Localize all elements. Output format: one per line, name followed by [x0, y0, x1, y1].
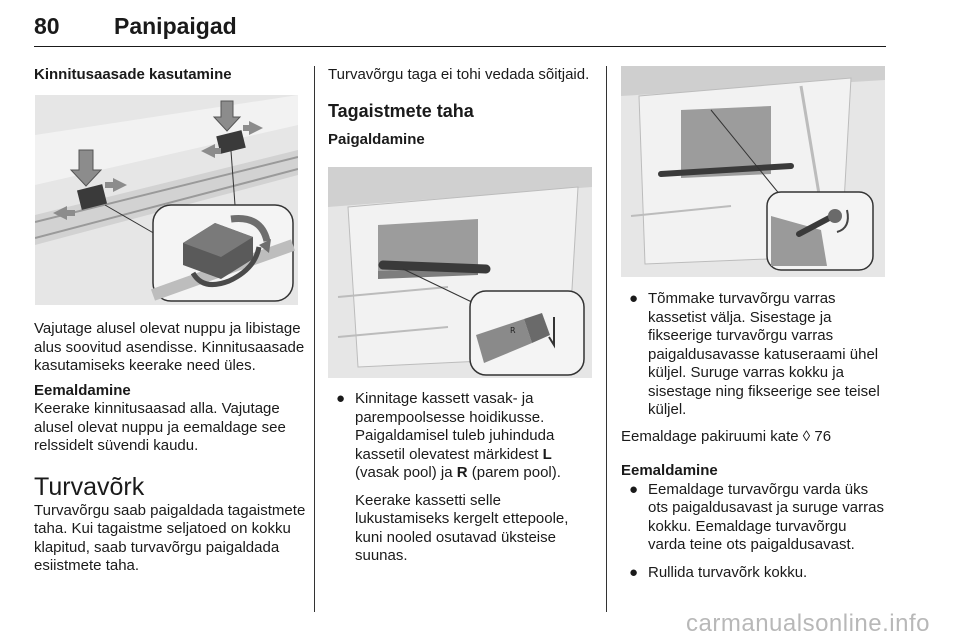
bullet-install-cassette — [328, 390, 592, 566]
turn-cassette-text: Keerake kassetti selle lukustamiseks kergelt ettepoole, kuni nooled osutavad üksteise suunas. — [355, 491, 569, 564]
section-heading-safety-net: Turvavõrk — [34, 472, 145, 501]
bullet-insert-rod — [621, 290, 887, 420]
passenger-warning: Turvavõrgu taga ei tohi vedada sõitjaid. — [328, 66, 590, 83]
install-text-part: (parem pool). — [467, 464, 561, 481]
instruction-paragraph: Vajutage alusel olevat nuppu ja libistage alus soovitud asendisse. Kinnitusaasade kasutamiseks keerake need üles. — [34, 320, 305, 374]
section-heading-behind-rear-seats: Tagaistmete taha — [328, 100, 474, 121]
figure-net-rod-installation — [621, 66, 885, 277]
page-ref-link[interactable]: 76 — [814, 427, 832, 445]
mark-right: R — [456, 464, 468, 481]
section-heading-tie-downs: Kinnitusaasade kasutamine — [34, 66, 232, 83]
subheading-removal-net: Eemaldamine — [621, 462, 718, 479]
cross-reference-text: Eemaldage pakiruumi kate — [621, 427, 799, 445]
page-ref-icon: ◊ — [802, 427, 811, 445]
subheading-installation: Paigaldamine — [328, 130, 425, 148]
bullet-dot: ● — [629, 480, 639, 498]
column-2 — [328, 66, 596, 149]
bullet-dot: ● — [336, 390, 346, 407]
safety-net-paragraph: Turvavõrgu saab paigaldada tagaistmete taha. Kui tagaistme seljatoed on kokku klapitud, saab turvavõrgu paigaldada esiistmete taha. — [34, 501, 306, 574]
watermark-text: carmanualsonline.info — [686, 610, 930, 637]
mark-left: L — [542, 445, 552, 463]
bullet-dot: ● — [629, 563, 639, 581]
column-divider-right — [606, 66, 607, 612]
bullet-dot: ● — [629, 290, 639, 307]
subheading-removal: Eemaldamine — [34, 381, 131, 399]
column-1 — [34, 66, 302, 85]
figure-tie-down-rails — [35, 95, 298, 305]
roll-net-text: Rullida turvavõrk kokku. — [648, 563, 808, 581]
page-title: Panipaigad — [114, 13, 237, 39]
column-divider-left — [314, 66, 315, 612]
insert-rod-text: Tõmmake turvavõrgu varras kassetist välja. Sisestage ja fikseerige turvavõrgu varras paigaldusavasse katuseraami ühel küljel. Suruge varras kokku ja sisestage ning fikseerige see teisel küljel. — [648, 290, 880, 418]
remove-rod-text: Eemaldage turvavõrgu varda üks ots paigaldusavast ja suruge varras kokku. Eemaldage turvavõrgu varda teine ots paigaldusavast. — [648, 480, 884, 553]
bullet-remove-rod — [621, 481, 887, 555]
install-text-part: (vasak pool) ja — [355, 464, 457, 481]
install-text-part: Kinnitage kassett vasak- ja parempoolsesse hoidikusse. Paigaldamisel tuleb juhinduda kassetil olevatest märkidest — [355, 390, 555, 463]
install-cassette-text — [355, 390, 592, 483]
cross-reference — [621, 428, 887, 447]
bullet-roll-net — [621, 564, 887, 583]
figure-cassette-installation — [328, 167, 592, 378]
page-header — [34, 6, 886, 47]
page-number: 80 — [34, 13, 60, 39]
column-3-body — [621, 290, 887, 582]
cassette-r-label: R — [510, 326, 516, 335]
removal-paragraph: Keerake kinnitusaasad alla. Vajutage alusel olevat nuppu ja eemaldage see relssidelt süvendi kaudu. — [34, 400, 286, 454]
column-1-body — [34, 320, 306, 576]
column-2-body — [328, 390, 592, 566]
